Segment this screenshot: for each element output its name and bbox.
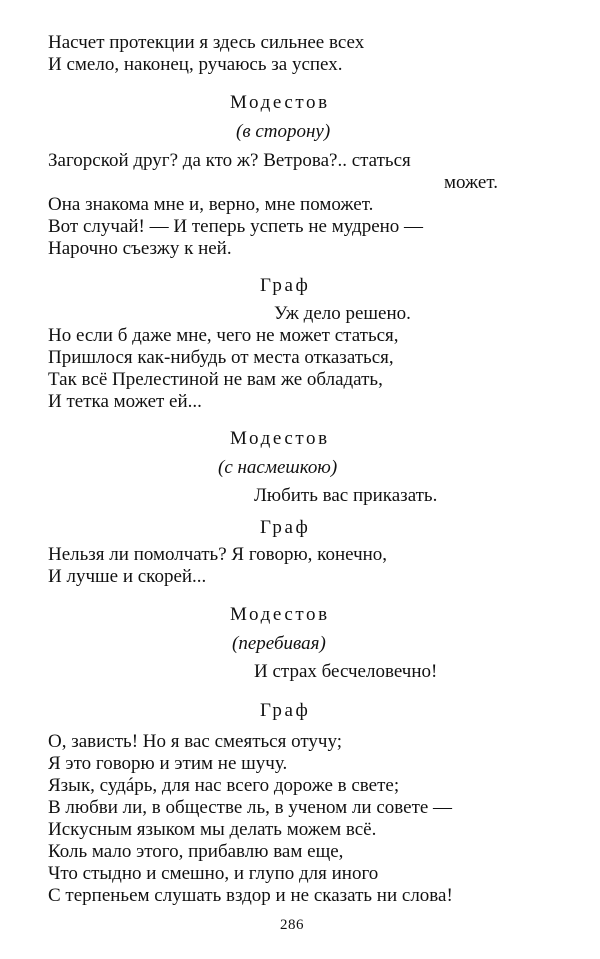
verse-line: Язык, судáрь, для нас всего дороже в свете; bbox=[48, 775, 400, 796]
page-number: 286 bbox=[280, 917, 304, 933]
speaker-name: Модестов bbox=[230, 428, 330, 449]
verse-line-continuation: может. bbox=[444, 172, 498, 193]
verse-line: Искусным языком мы делать можем всё. bbox=[48, 819, 377, 840]
verse-line-continuation: И страх бесчеловечно! bbox=[254, 661, 438, 682]
verse-line: В любви ли, в обществе ль, в ученом ли совете — bbox=[48, 797, 453, 818]
verse-line: Нельзя ли помолчать? Я говорю, конечно, bbox=[48, 544, 388, 565]
speaker-name: Граф bbox=[260, 275, 311, 296]
verse-line: Что стыдно и смешно, и глупо для иного bbox=[48, 863, 379, 884]
stage-direction: (в сторону) bbox=[236, 121, 331, 142]
verse-line: Пришлося как-нибудь от места отказаться, bbox=[48, 347, 394, 368]
verse-line: О, зависть! Но я вас смеяться отучу; bbox=[48, 731, 342, 752]
speaker-name: Модестов bbox=[230, 92, 330, 113]
verse-line-continuation: Уж дело решено. bbox=[274, 303, 411, 324]
verse-line: С терпеньем слушать вздор и не сказать ни слова! bbox=[48, 885, 453, 906]
speaker-name: Модестов bbox=[230, 604, 330, 625]
verse-line-continuation: Любить вас приказать. bbox=[254, 485, 438, 506]
verse-line: Но если б даже мне, чего не может статься, bbox=[48, 325, 399, 346]
verse-line: Нарочно съезжу к ней. bbox=[48, 238, 232, 259]
verse-line: Вот случай! — И теперь успеть не мудрено — bbox=[48, 216, 424, 237]
verse-line: Она знакома мне и, верно, мне поможет. bbox=[48, 194, 374, 215]
speaker-name: Граф bbox=[260, 517, 311, 538]
verse-line: Так всё Прелестиной не вам же обладать, bbox=[48, 369, 383, 390]
verse-line: И смело, наконец, ручаюсь за успех. bbox=[48, 54, 343, 75]
stage-direction: (с насмешкою) bbox=[218, 457, 338, 478]
verse-line: И лучше и скорей... bbox=[48, 566, 207, 587]
verse-line: Я это говорю и этим не шучу. bbox=[48, 753, 288, 774]
verse-line: И тетка может ей... bbox=[48, 391, 202, 412]
stage-direction: (перебивая) bbox=[232, 633, 326, 654]
verse-line: Насчет протекции я здесь сильнее всех bbox=[48, 32, 365, 53]
speaker-name: Граф bbox=[260, 700, 311, 721]
verse-line: Коль мало этого, прибавлю вам еще, bbox=[48, 841, 344, 862]
verse-line: Загорской друг? да кто ж? Ветрова?.. статься bbox=[48, 150, 411, 171]
